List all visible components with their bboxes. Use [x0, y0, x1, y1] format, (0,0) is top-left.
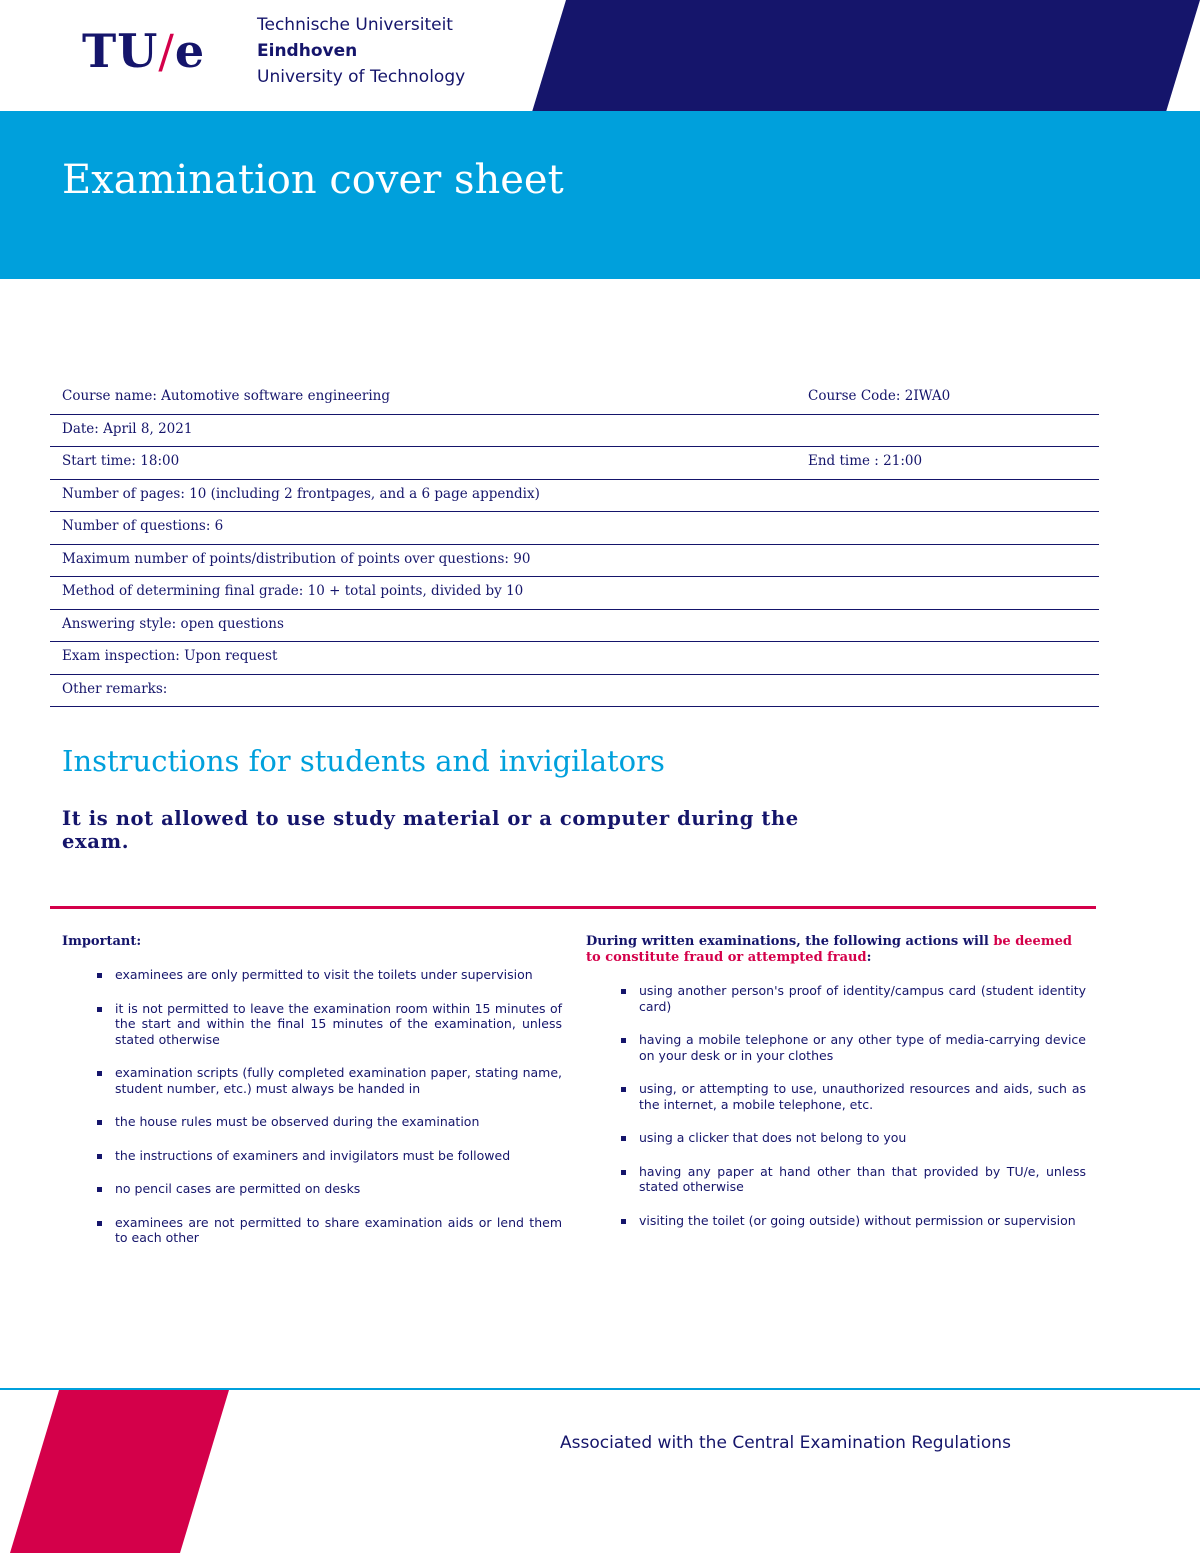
- list-item: having any paper at hand other than that provided by TU/e, unless stated otherwise: [586, 1164, 1086, 1195]
- list-item: using, or attempting to use, unauthorized resources and aids, such as the internet, a mobile telephone, etc.: [586, 1081, 1086, 1112]
- university-name-line-3: University of Technology: [257, 67, 466, 87]
- info-row-pages: [50, 480, 1099, 513]
- list-item: it is not permitted to leave the examination room within 15 minutes of the start and within the final 15 minutes of the examination, unless stated otherwise: [62, 1001, 562, 1048]
- info-row-course: [50, 382, 1099, 415]
- important-heading: Important:: [62, 934, 142, 949]
- list-item: examination scripts (fully completed examination paper, stating name, student number, etc.) must always be handed in: [62, 1065, 562, 1096]
- course-name: Course name: Automotive software engineering: [62, 388, 391, 404]
- logo-mark: TU/e: [82, 24, 206, 78]
- answering-style: Answering style: open questions: [62, 615, 284, 632]
- important-list: [62, 967, 562, 1246]
- list-item: having a mobile telephone or any other type of media-carrying device on your desk or in your clothes: [586, 1032, 1086, 1063]
- info-row-remarks: [50, 675, 1099, 708]
- page-title: Examination cover sheet: [62, 157, 564, 203]
- info-row-grading: [50, 577, 1099, 610]
- start-time: Start time: 18:00: [62, 453, 180, 469]
- exam-date: Date: April 8, 2021: [62, 420, 193, 437]
- university-name-line-2: Eindhoven: [257, 41, 358, 61]
- list-item: examinees are only permitted to visit the toilets under supervision: [62, 967, 562, 983]
- info-row-time: [50, 447, 1099, 480]
- number-of-questions: Number of questions: 6: [62, 518, 224, 534]
- list-item: visiting the toilet (or going outside) without permission or supervision: [586, 1213, 1086, 1229]
- fraud-heading: During written examinations, the following actions will be deemed to constitute fraud or attempted fraud:: [586, 934, 1072, 965]
- exam-inspection: Exam inspection: Upon request: [62, 648, 278, 664]
- info-row-inspection: [50, 642, 1099, 675]
- tue-logo: [82, 24, 205, 78]
- footer-text: Associated with the Central Examination Regulations: [560, 1433, 1011, 1453]
- instructions-note: It is not allowed to use study material or a computer during the exam.: [62, 807, 799, 853]
- other-remarks: Other remarks:: [62, 680, 168, 697]
- fraud-heading-highlight: be deemed to constitute fraud or attempted fraud: [586, 934, 1072, 965]
- instructions-heading: Instructions for students and invigilators: [62, 744, 665, 778]
- list-item: the instructions of examiners and invigilators must be followed: [62, 1148, 562, 1164]
- university-name: [257, 12, 465, 90]
- course-code: Course Code: 2IWA0: [808, 388, 951, 404]
- grading-method: Method of determining final grade: 10 + total points, divided by 10: [62, 583, 524, 599]
- info-row-date: [50, 415, 1099, 448]
- list-item: using a clicker that does not belong to you: [586, 1130, 1086, 1146]
- fraud-list: [586, 983, 1086, 1228]
- important-section: [62, 934, 562, 1264]
- section-divider: [50, 906, 1096, 909]
- list-item: examinees are not permitted to share examination aids or lend them to each other: [62, 1215, 562, 1246]
- list-item: the house rules must be observed during the examination: [62, 1114, 562, 1130]
- info-row-questions: [50, 512, 1099, 545]
- footer-magenta-stripe: [0, 1390, 240, 1553]
- list-item: using another person's proof of identity/campus card (student identity card): [586, 983, 1086, 1014]
- list-item: no pencil cases are permitted on desks: [62, 1181, 562, 1197]
- info-row-answering: [50, 610, 1099, 643]
- university-name-line-1: Technische Universiteit: [257, 15, 453, 35]
- end-time: End time : 21:00: [808, 453, 923, 469]
- number-of-pages: Number of pages: 10 (including 2 frontpages, and a 6 page appendix): [62, 485, 540, 502]
- exam-info-table: [50, 382, 1099, 707]
- maximum-points: Maximum number of points/distribution of points over questions: 90: [62, 550, 531, 567]
- info-row-points: [50, 545, 1099, 578]
- fraud-section: [586, 934, 1086, 1246]
